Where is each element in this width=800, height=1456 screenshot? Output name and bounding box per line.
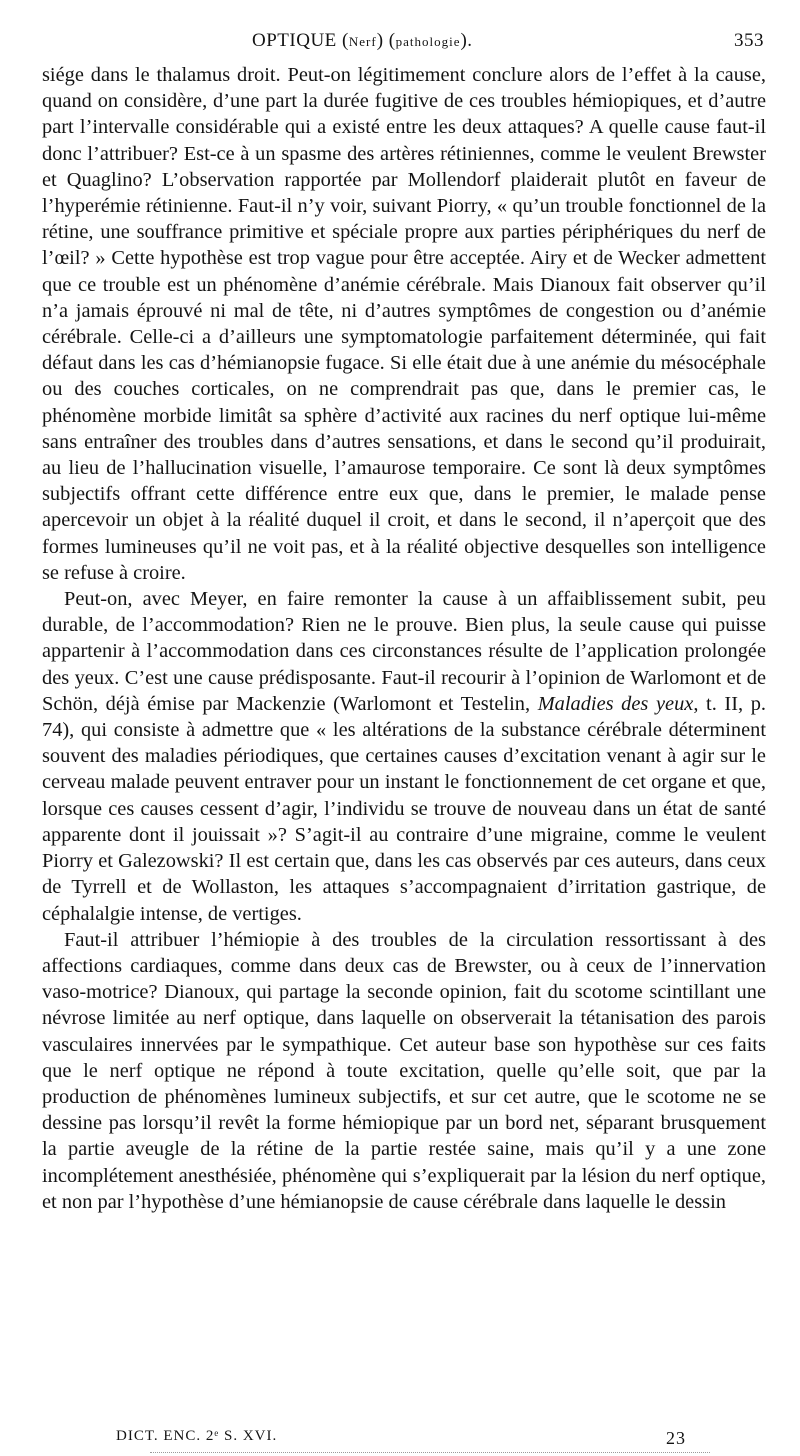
running-title-main: OPTIQUE (	[252, 30, 349, 51]
paragraph-1: siége dans le thalamus droit. Peut-on légitimement conclure alors de l’effet à la cause, quand on considère, d’une part la durée fugitive de ces troubles hémiopiques, et d’autre part l’intervalle considérable qui a existé entre les deux attaques? A quelle cause faut-il donc l’attribuer? Est-ce à un spasme des artères rétiniennes, comme le veulent Brewster et Quaglino? L’observation rapportée par Mollendorf plaiderait plutôt en faveur de l’hyperémie rétinienne. Faut-il n’y voir, suivant Piorry, « qu’un trouble fonctionnel de la rétine, une souffrance primitive et spéciale propre aux parties périphériques du nerf de l’œil? » Cette hypothèse est trop vague pour être acceptée. Airy et de Wecker admettent que ce trouble est un phénomène d’anémie cérébrale. Mais Dianoux fait observer qu’il n’a jamais éprouvé ni mal de tête, ni d’autres symptômes de congestion ou d’anémie cérébrale. Celle-ci a d’ailleurs une symptomatologie parfaitement déterminée, qui fait défaut dans les cas d’hémianopsie fugace. Si elle était due à une anémie du mésocéphale ou des couches corticales, on ne comprendrait pas que, dans le premier cas, le phénomène morbide limitât sa sphère d’activité aux racines du nerf optique lui-même sans entraîner des troubles dans d’autres sensations, et dans le second qu’il produirait, au lieu de l’hallucination visuelle, l’amaurose temporaire. Ce sont là deux symptômes subjectifs offrant cette différence entre eux que, dans le premier, le malade pense apercevoir un objet à la réalité duquel il croit, et dans le second, il n’aperçoit que des formes lumineuses qu’il ne voit pas, et à la réalité objective desquelles son intelligence se refuse à croire.	[42, 64, 766, 584]
running-title-end: ).	[460, 30, 473, 51]
running-title-mid: ) (	[376, 30, 396, 51]
paragraph-2	[42, 586, 766, 927]
book-title-italic: Maladies des yeux	[537, 692, 694, 715]
running-title-nerf: Nerf	[348, 34, 377, 49]
running-title	[252, 30, 473, 52]
paragraph-3: Faut-il attribuer l’hémiopie à des troubles de la circulation ressortissant à des affections cardiaques, comme dans deux cas de Brewster, ou à ceux de l’innervation vaso-motrice? Dianoux, qui partage la seconde opinion, fait du scotome scintillant une névrose limitée au nerf optique, dans laquelle on observerait la tétanisation des parois vasculaires innervées par le sympathique. Cet auteur base son hypothèse sur ces faits que le nerf optique ne répond à toute excitation, quelle qu’elle soit, que par la production de phénomènes lumineux subjectifs, et sur cet autre, que le scotome ne se dessine pas lorsqu’il revêt la forme hémiopique par un bord net, séparant brusquement la partie aveugle de la rétine de la partie restée saine, mais qu’il y a une zone incomplétement anesthésiée, phénomène qui s’expliquerait par la lésion du nerf optique, et non par l’hypothèse d’une hémianopsie de cause cérébrale dans laquelle le dessin	[42, 928, 766, 1213]
running-head	[40, 30, 764, 56]
body-text	[42, 62, 766, 1215]
sheet-number: 23	[666, 1428, 686, 1448]
paragraph-2-part-2: , t. II, p. 74), qui consiste à admettre que « les altérations de la substance cérébrale déterminent souvent des maladies périodiques, que certaines causes d’excitation venant à agir sur le cerveau malade peuvent entraver pour un instant le fonctionnement de cet organe et que, lorsque ces causes cessent d’agir, l’individu se trouve de nouveau dans un état de santé apparente dont il jouissait »? S’agit-il au contraire d’une migraine, comme le veulent Piorry et Galezowski? Il est certain que, dans les cas observés par ces auteurs, dans ceux de Tyrrell et de Wollaston, les attaques s’accompagnaient d’irritation gastrique, de céphalalgie intense, de vertiges.	[42, 692, 766, 925]
printer-signature: DICT. ENC. 2ᵉ S. XVI.	[116, 1428, 278, 1444]
bottom-dotted-rule	[150, 1452, 710, 1455]
page-number: 353	[734, 30, 764, 51]
page-footer	[116, 1428, 686, 1450]
running-title-pathologie: pathologie	[395, 34, 461, 49]
paragraph-2-part-1: Peut-on, avec Meyer, en faire remonter la cause à un affaiblissement subit, peu durable, de l’accommodation? Rien ne le prouve. Bien plus, la seule cause qui puisse appartenir à l’accommodation dans ces circonstances résulte de l’application prolongée des yeux. C’est une cause prédisposante. Faut-il recourir à l’opinion de Warlomont et de Schön, déjà émise par Mackenzie (Warlomont et Testelin,	[42, 588, 766, 715]
